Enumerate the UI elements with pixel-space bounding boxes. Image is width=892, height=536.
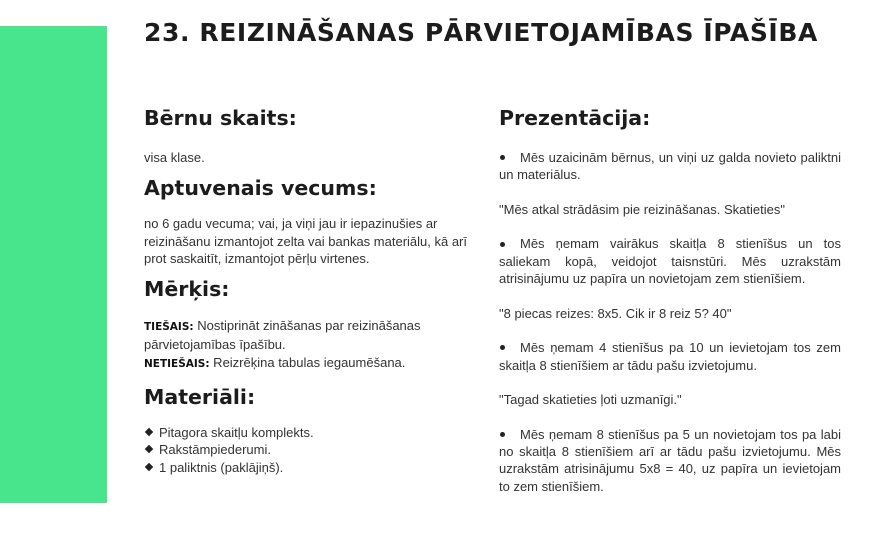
presentation-step (499, 426, 841, 495)
step-text: Mēs ņemam 8 stienīšus pa 5 un novietojam tos pa labi no skaitļa 8 stienīšiem arī ar tādu pašu izvietojumu. Mēs uzrakstām atrisinājumu 5x8 = 40, uz papīra un ievietojam to zem stienīšiem. (499, 426, 841, 494)
age-text: no 6 gadu vecuma; vai, ja viņi jau ir iepazinušies ar reizināšanu izmantojot zelta vai bankas materiālu, kā arī prot saskaitīt, izmantojot pērļu virtenes. (144, 216, 467, 266)
list-item-text: Pitagora skaitļu komplekts. (159, 425, 314, 441)
diamond-bullet-icon (145, 462, 153, 470)
indirect-goal-text: Reizrēķina tabulas iegaumēšana. (209, 354, 406, 370)
bullet-icon (500, 432, 505, 437)
presentation-step (499, 149, 841, 184)
accent-bar (0, 26, 107, 503)
page-title: 23. REIZINĀŠANAS PĀRVIETOJAMĪBAS ĪPAŠĪBA (144, 18, 818, 47)
materials-list (144, 424, 474, 476)
age-heading: Aptuvenais vecums: (144, 176, 377, 201)
presentation-step (499, 235, 841, 287)
materials-heading: Materiāli: (144, 385, 256, 410)
left-column (144, 104, 474, 476)
presentation-heading: Prezentācija: (499, 106, 651, 130)
presentation-steps (499, 149, 841, 495)
presentation-quote: "8 piecas reizes: 8x5. Cik ir 8 reiz 5? 40" (499, 305, 732, 321)
direct-goal-text: Nostiprināt zināšanas par reizināšanas pārvietojamības īpašību. (144, 318, 421, 353)
list-item (144, 441, 474, 458)
list-item (144, 459, 474, 476)
step-text: Mēs ņemam vairākus skaitļa 8 stienīšus un tos saliekam kopā, veidojot taisnstūri. Mēs uzrakstām atrisinājumu uz papīra un novietojam zem stienīšiem. (499, 236, 841, 287)
list-item-text: Rakstāmpiederumi. (159, 442, 271, 458)
list-item (144, 424, 474, 441)
diamond-bullet-icon (145, 428, 153, 436)
indirect-goal (144, 354, 474, 373)
goals-heading: Mērķis: (144, 277, 230, 302)
step-text: Mēs uzaicinām bērnus, un viņi uz galda novieto paliktni un materiālus. (499, 150, 841, 183)
bullet-icon (500, 345, 505, 350)
direct-goal-label: TIEŠAIS: (144, 321, 194, 334)
diamond-bullet-icon (145, 445, 153, 453)
children-heading: Bērnu skaits: (144, 106, 297, 130)
direct-goal (144, 317, 474, 354)
presentation-quote: "Mēs atkal strādāsim pie reizināšanas. Skatieties" (499, 201, 785, 217)
presentation-quote: "Tagad skatieties ļoti uzmanīgi." (499, 392, 682, 408)
bullet-icon (500, 155, 505, 160)
step-text: Mēs ņemam 4 stienīšus pa 10 un ievietojam tos zem skaitļa 8 stienīšiem ar tādu pašu izvietojumu. (499, 340, 841, 373)
presentation-step (499, 339, 841, 374)
goals-block (144, 317, 474, 373)
right-column (499, 104, 841, 495)
indirect-goal-label: NETIEŠAIS: (144, 357, 210, 370)
children-text: visa klase. (144, 150, 205, 165)
list-item-text: 1 paliktnis (paklājiņš). (159, 459, 284, 475)
bullet-icon (500, 242, 505, 247)
